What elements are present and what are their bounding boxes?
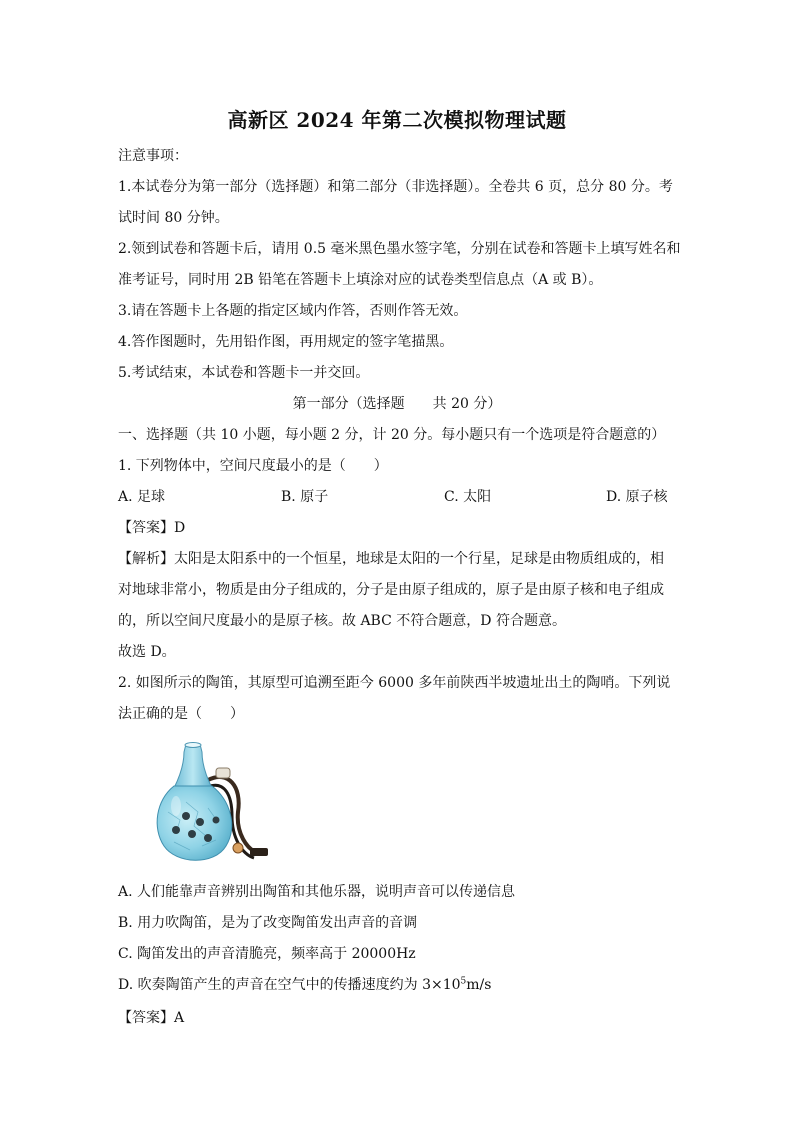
q2-answer: 【答案】A [118,1010,185,1026]
q2-option-d-exponent: 5 [460,976,467,987]
note-line: 1.本试卷分为第一部分（选择题）和第二部分（非选择题）。全卷共 6 页，总分 80 分。考 [118,179,673,195]
note-line: 准考证号，同时用 2B 铅笔在答题卡上填涂对应的试卷类型信息点（A 或 B）。 [118,272,603,288]
q1-option-d: D. 原子核 [606,489,668,505]
q1-stem: 1. 下列物体中，空间尺度最小的是（ ） [118,458,388,474]
q1-answer: 【答案】D [118,520,186,536]
q1-option-b: B. 原子 [281,489,329,505]
note-line: 2.领到试卷和答题卡后，请用 0.5 毫米黑色墨水签字笔，分别在试卷和答题卡上填写姓名和 [118,241,681,257]
exam-title: 高新区 2024 年第二次模拟物理试题 [227,108,567,132]
part1-heading: 第一部分（选择题 共 20 分） [292,396,502,412]
q2-option-d-text: D. 吹奏陶笛产生的声音在空气中的传播速度约为 3×10 [118,977,461,993]
q1-option-a: A. 足球 [118,489,166,505]
q1-analysis-line: 对地球非常小，物质是由分子组成的，分子是由原子组成的，原子是由原子核和电子组成 [118,582,664,598]
q2-stem-line: 2. 如图所示的陶笛，其原型可追溯至距今 6000 多年前陕西半坡遗址出土的陶哨。下列说 [118,675,671,691]
notes-heading: 注意事项： [118,148,188,164]
q1-analysis-line: 的，所以空间尺度最小的是原子核。故 ABC 不符合题意，D 符合题意。 [118,613,566,629]
note-line: 4.答作图题时，先用铅作图，再用规定的签字笔描黑。 [118,334,454,350]
section1-heading: 一、选择题（共 10 小题，每小题 2 分，计 20 分。每小题只有一个选项是符合题意的） [118,427,666,443]
q1-analysis-line: 【解析】太阳是太阳系中的一个恒星，地球是太阳的一个行星，足球是由物质组成的，相 [118,551,664,567]
note-line: 5.考试结束，本试卷和答题卡一并交回。 [118,365,370,381]
note-line: 试时间 80 分钟。 [118,210,229,226]
q1-option-c: C. 太阳 [444,489,492,505]
q2-option-d [118,976,678,994]
q2-option-c: C. 陶笛发出的声音清脆亮，频率高于 20000Hz [118,946,416,962]
q2-option-d-unit: m/s [466,977,492,993]
q2-stem-line: 法正确的是（ ） [118,706,244,722]
q2-option-b: B. 用力吹陶笛，是为了改变陶笛发出声音的音调 [118,915,418,931]
ocarina-image [146,742,280,866]
q1-conclusion: 故选 D。 [118,644,176,660]
q2-option-a: A. 人们能靠声音辨别出陶笛和其他乐器，说明声音可以传递信息 [118,884,516,900]
note-line: 3.请在答题卡上各题的指定区域内作答，否则作答无效。 [118,303,468,319]
